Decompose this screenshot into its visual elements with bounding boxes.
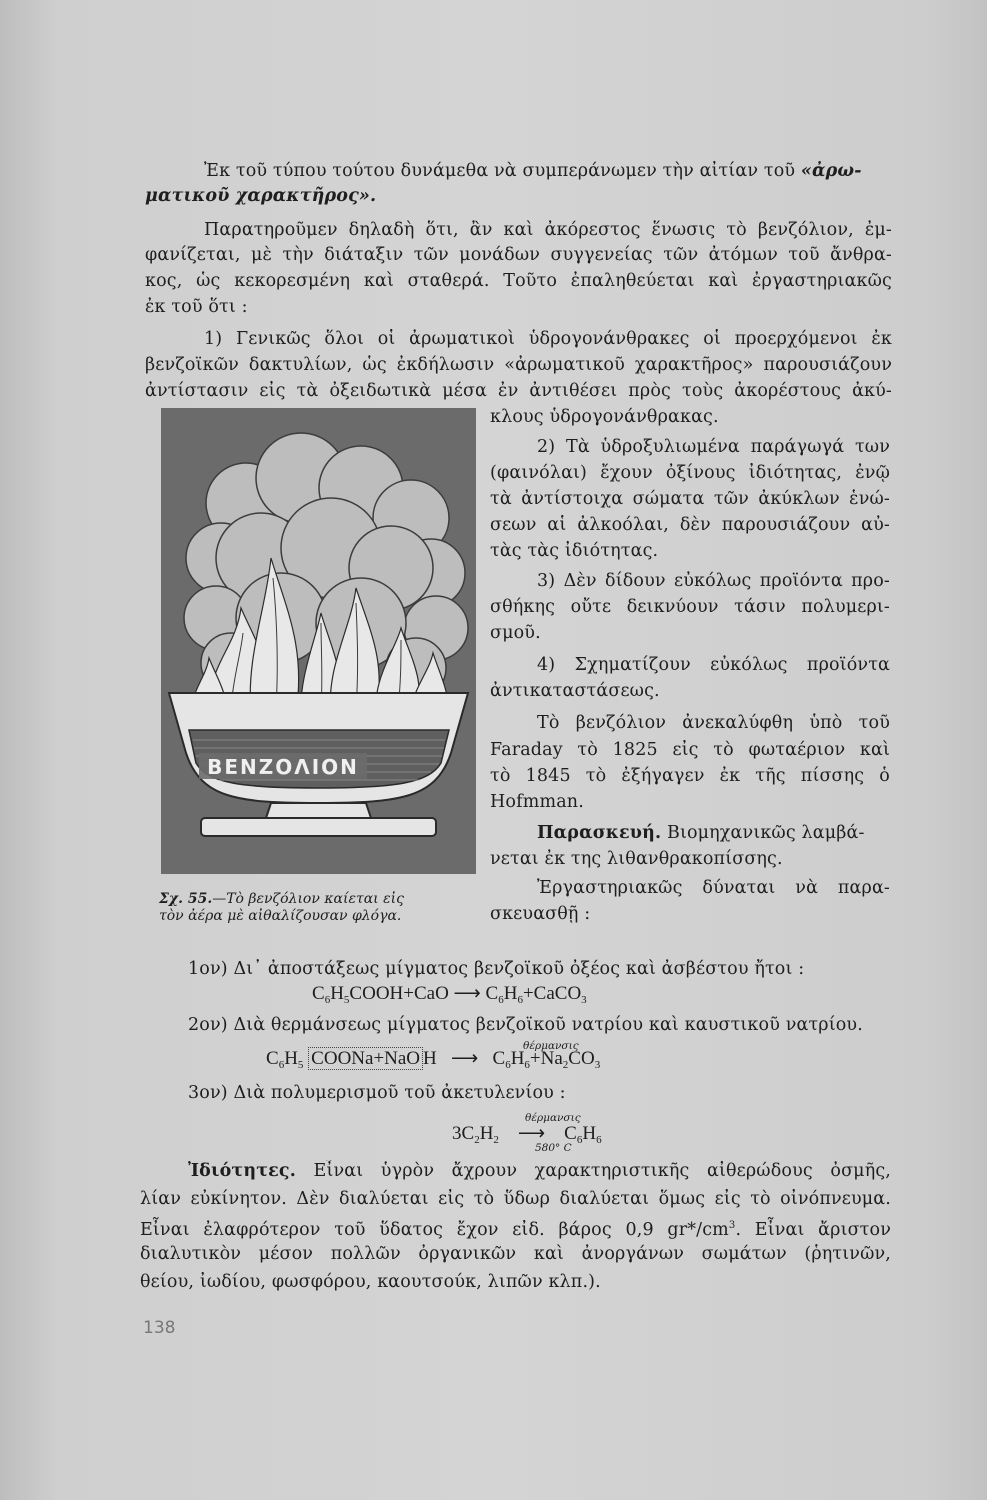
p7-line-4: Hofmman. bbox=[490, 792, 584, 812]
method-3: 3ον) Διὰ πολυμερισμοῦ τοῦ ἀκετυλενίου : bbox=[188, 1083, 566, 1103]
properties-line-3b: . Εἶναι ἄριστον bbox=[735, 1219, 891, 1240]
p3-line-3: ἀντίστασιν εἰς τὰ ὀξειδωτικὰ μέσα ἐν ἀντιθέσει πρὸς τοὺς ἀκορέστους ἀκύ- bbox=[145, 381, 892, 401]
p1-line-1-text: Ἐκ τοῦ τύπου τούτου δυνάμεθα νὰ συμπεράνωμεν τὴν αἰτίαν τοῦ bbox=[204, 161, 796, 181]
properties-line-2: λίαν εὐκίνητον. Δὲν διαλύεται εἰς τὸ ὕδωρ διαλύεται ὅμως εἰς τὸ οἰνόπνευμα. bbox=[140, 1189, 891, 1209]
p4-line-4: σεων αἱ ἀλκοόλαι, δὲν παρουσιάζουν αὐ- bbox=[490, 515, 890, 535]
p4-line-1: 2) Τὰ ὑδροξυλιωμένα παράγωγά των bbox=[537, 437, 890, 457]
p7-line-3: τὸ 1845 τὸ ἐξήγαγεν ἐκ τῆς πίσσης ὁ bbox=[490, 766, 890, 786]
p4-line-2: (φαινόλαι) ἔχουν ὀξίνους ἰδιότητας, ἐνῷ bbox=[490, 463, 890, 483]
p5-line-1: 3) Δὲν δίδουν εὐκόλως προϊόντα προ- bbox=[537, 571, 890, 591]
p9-line-1: Ἐργαστηριακῶς δύναται νὰ παρα- bbox=[537, 878, 890, 898]
figure-caption-line-2: τὸν ἀέρα μὲ αἰθαλίζουσαν φλόγα. bbox=[159, 908, 402, 924]
p1-line-2: ματικοῦ χαρακτῆρος». bbox=[145, 186, 377, 206]
properties-line-3: Εἶναι ἐλαφρότερον τοῦ ὕδατος ἔχον εἰδ. βάρος 0,9 $gr*/cm^3$. Εἶναι ἄριστον bbox=[140, 1219, 891, 1240]
page-number: 138 bbox=[143, 1318, 176, 1338]
p2-line-2: φανίζεται, μὲ τὴν διάταξιν τῶν μονάδων συγγενείας τῶν ἀτόμων τοῦ ἄνθρα- bbox=[145, 245, 892, 265]
equation-2: $C_6H_5$ COONa+NaO H ⟶ $C_6H_6+Na_2CO_3$ bbox=[266, 1048, 601, 1071]
equation-3-condition-top: θέρμανσις bbox=[525, 1112, 581, 1124]
p8-line-2: νεται ἐκ της λιθανθρακοπίσσης. bbox=[490, 849, 783, 869]
p7-line-2: Faraday τὸ 1825 εἰς τὸ φωταέριον καὶ bbox=[490, 740, 890, 760]
method-1: 1ον) Δι᾽ ἀποστάξεως μίγματος βενζοϊκοῦ ὀξέος καὶ ἀσβέστου ἤτοι : bbox=[188, 959, 805, 979]
p4-line-3: τὰ ἀντίστοιχα σώματα τῶν ἀκύκλων ἑνώ- bbox=[490, 489, 890, 509]
properties-line-3a: Εἶναι ἐλαφρότερον τοῦ ὕδατος ἔχον εἰδ. βάρος 0,9 gr*/cm bbox=[140, 1219, 729, 1240]
properties-line-1-text: Εἶναι ὑγρὸν ἄχρουν χαρακτηριστικῆς αἰθερώδους ὀσμῆς, bbox=[313, 1161, 891, 1181]
equation-3-condition-bottom: 580° C bbox=[535, 1142, 572, 1154]
figure-benzene-burning bbox=[161, 408, 476, 874]
burning-benzene-illustration bbox=[161, 408, 476, 874]
p5-line-2: σθήκης οὔτε δεικνύουν τάσιν πολυμερι- bbox=[490, 597, 890, 617]
p1-line-1-emph: «ἀρω- bbox=[800, 161, 862, 181]
p3-line-1: 1) Γενικῶς ὅλοι οἱ ἀρωματικοὶ ὑδρογονάνθρακες οἱ προερχόμενοι ἐκ bbox=[204, 329, 892, 349]
properties-line-5: θείου, ἰωδίου, φωσφόρου, καουτσούκ, λιπῶν κλπ.). bbox=[140, 1272, 601, 1292]
method-2: 2ον) Διὰ θερμάνσεως μίγματος βενζοϊκοῦ νατρίου καὶ καυστικοῦ νατρίου. bbox=[188, 1015, 863, 1035]
p7-line-1: Τὸ βενζόλιον ἀνεκαλύφθη ὑπὸ τοῦ bbox=[537, 713, 890, 733]
p3-line-4: κλους ὑδρογονάνθρακας. bbox=[490, 407, 719, 427]
properties-line-1 bbox=[188, 1160, 891, 1182]
properties-line-4: διαλυτικὸν μέσον πολλῶν ὀργανικῶν καὶ ἀνοργάνων σωμάτων (ῥητινῶν, bbox=[140, 1244, 891, 1264]
caption-text-1: —Τὸ βενζόλιον καίεται εἰς bbox=[212, 891, 404, 907]
p4-line-5: τὰς τὰς ἰδιότητας. bbox=[490, 541, 659, 561]
figure-caption-line-1 bbox=[159, 891, 404, 908]
p2-line-1: Παρατηροῦμεν δηλαδὴ ὅτι, ἂν καὶ ἀκόρεστος ἕνωσις τὸ βενζόλιον, ἐμ- bbox=[204, 220, 892, 240]
bowl-label: ΒΕΝΖΟΛΙΟΝ bbox=[207, 755, 359, 779]
p8-line-1 bbox=[537, 822, 865, 844]
p6-line-1: 4) Σχηματίζουν εὐκόλως προϊόντα bbox=[537, 655, 890, 675]
p3-line-2: βενζοϊκῶν δακτυλίων, ὡς ἐκδήλωσιν «ἀρωματικοῦ χαρακτῆρος» παρουσιάζουν bbox=[145, 355, 892, 375]
p1-line-1 bbox=[204, 160, 862, 182]
p2-line-3: κος, ὡς κεκορεσμένη καὶ σταθερά. Τοῦτο ἐπαληθεύεται καὶ ἐργαστηριακῶς bbox=[145, 271, 892, 291]
figure-number: Σχ. 55. bbox=[159, 891, 213, 907]
p8-line-1-text: Βιομηχανικῶς λαμβά- bbox=[666, 823, 865, 843]
p6-line-2: ἀντικαταστάσεως. bbox=[490, 681, 660, 701]
equation-3: $3C_2H_2$ ⟶ $C_6H_6$ bbox=[452, 1123, 602, 1146]
p5-line-3: σμοῦ. bbox=[490, 623, 541, 643]
p2-line-4: ἐκ τοῦ ὅτι : bbox=[145, 297, 248, 317]
p9-line-2: σκευασθῇ : bbox=[490, 904, 591, 924]
section-heading-preparation: Παρασκευή. bbox=[537, 823, 662, 843]
equation-2-condition: θέρμανσις bbox=[523, 1040, 579, 1052]
section-heading-properties: Ἰδιότητες. bbox=[188, 1161, 296, 1181]
equation-1: $C_6H_5COOH+CaO$ ⟶ $C_6H_6+CaCO_3$ bbox=[312, 983, 587, 1006]
